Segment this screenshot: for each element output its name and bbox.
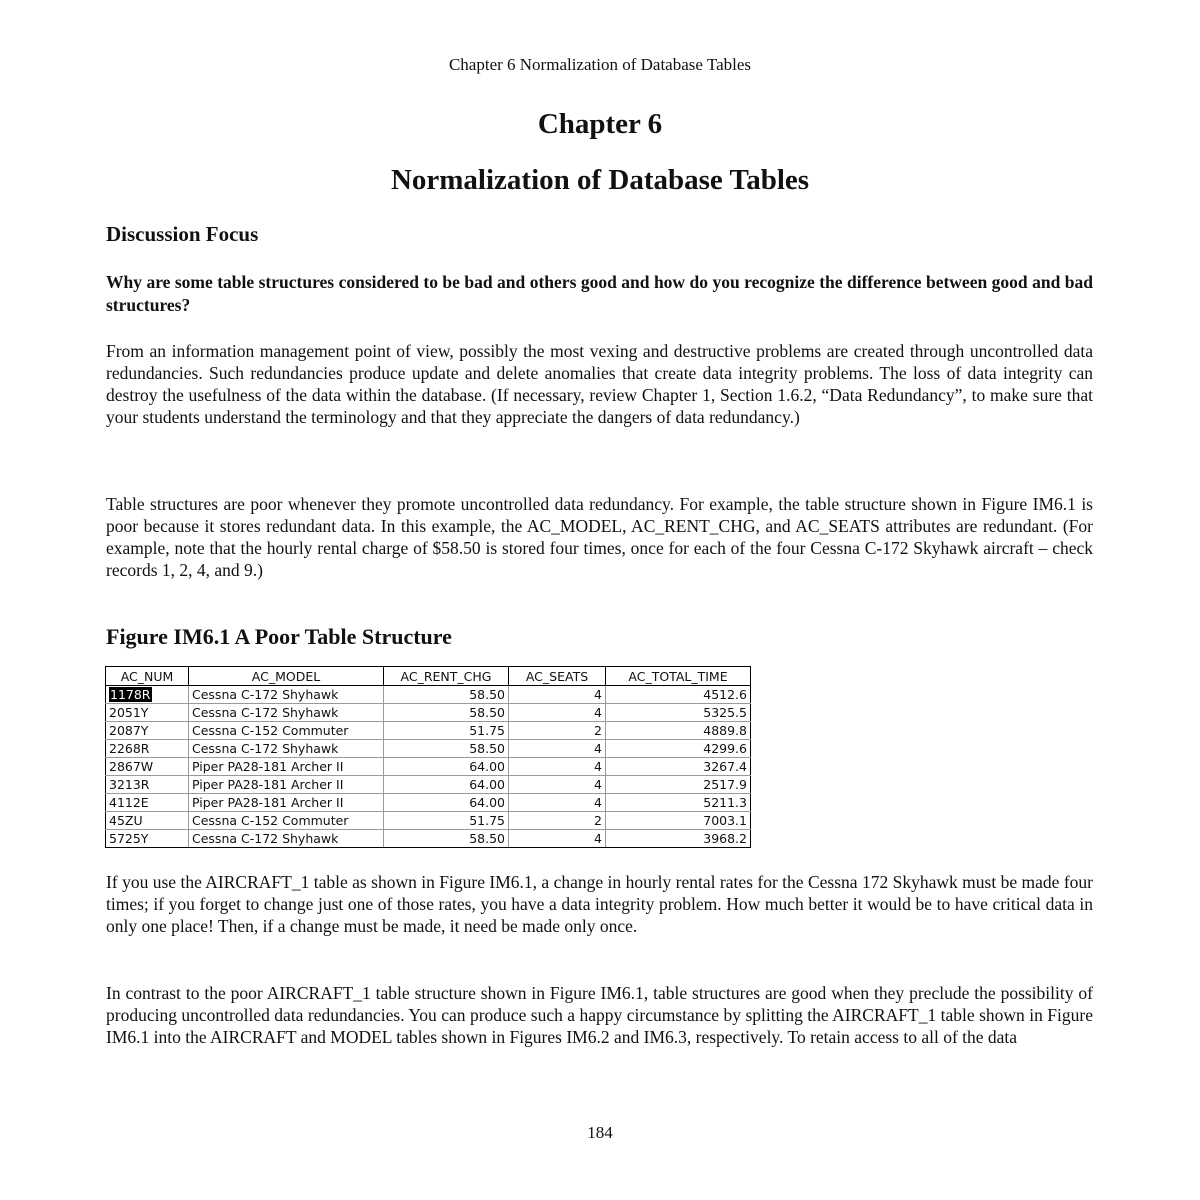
table-row — [106, 794, 751, 812]
cell-ac-total-time: 5211.3 — [606, 794, 751, 812]
cell-ac-num: 2051Y — [106, 704, 189, 722]
cell-ac-model: Cessna C-172 Shyhawk — [189, 686, 384, 704]
paragraph: From an information management point of view, possibly the most vexing and destructive problems are created through uncontrolled data redundancies. Such redundancies produce update and delete anomalies that create data integrity problems. The loss of data integrity can destroy the usefulness of the data within the database. (If necessary, review Chapter 1, Section 1.6.2, “Data Redundancy”, to make sure that your students understand the terminology and that they appreciate the dangers of data redundancy.) — [106, 341, 1093, 427]
cell-ac-seats: 2 — [509, 812, 606, 830]
cell-ac-total-time: 3968.2 — [606, 830, 751, 848]
paragraph: In contrast to the poor AIRCRAFT_1 table structure shown in Figure IM6.1, table structures are good when they preclude the possibility of producing uncontrolled data redundancies. You can produce such a happy circumstance by splitting the AIRCRAFT_1 table shown in Figure IM6.1 into the AIRCRAFT and MODEL tables shown in Figures IM6.2 and IM6.3, respectively. To retain access to all of the data — [106, 983, 1093, 1047]
paragraph: If you use the AIRCRAFT_1 table as shown in Figure IM6.1, a change in hourly rental rates for the Cessna 172 Skyhawk must be made four times; if you forget to change just one of those rates, you have a data integrity problem. How much better it would be to have critical data in only one place! Then, if a change must be made, it need be made only once. — [106, 872, 1093, 936]
cell-ac-seats: 4 — [509, 686, 606, 704]
cell-ac-model: Piper PA28-181 Archer II — [189, 776, 384, 794]
cell-ac-total-time: 4299.6 — [606, 740, 751, 758]
table-row — [106, 740, 751, 758]
cell-ac-total-time: 2517.9 — [606, 776, 751, 794]
cell-ac-total-time: 7003.1 — [606, 812, 751, 830]
cell-ac-num: 4112E — [106, 794, 189, 812]
table-row — [106, 758, 751, 776]
cell-ac-total-time: 5325.5 — [606, 704, 751, 722]
page-number: 184 — [587, 1123, 613, 1142]
cell-ac-seats: 4 — [509, 704, 606, 722]
table-row — [106, 830, 751, 848]
cell-ac-rent-chg: 51.75 — [384, 812, 509, 830]
column-header: AC_NUM — [106, 667, 189, 686]
cell-ac-rent-chg: 64.00 — [384, 794, 509, 812]
aircraft-table — [105, 666, 751, 848]
cell-ac-num: 2268R — [106, 740, 189, 758]
cell-ac-num: 2867W — [106, 758, 189, 776]
column-header: AC_MODEL — [189, 667, 384, 686]
cell-ac-num: 2087Y — [106, 722, 189, 740]
column-header: AC_SEATS — [509, 667, 606, 686]
table-row — [106, 812, 751, 830]
cell-ac-rent-chg: 58.50 — [384, 830, 509, 848]
cell-ac-model: Cessna C-172 Shyhawk — [189, 830, 384, 848]
cell-ac-seats: 4 — [509, 830, 606, 848]
chapter-subtitle: Normalization of Database Tables — [390, 164, 810, 196]
cell-ac-total-time: 3267.4 — [606, 758, 751, 776]
cell-ac-model: Cessna C-172 Shyhawk — [189, 704, 384, 722]
cell-ac-model: Cessna C-172 Shyhawk — [189, 740, 384, 758]
cell-ac-seats: 2 — [509, 722, 606, 740]
cell-ac-rent-chg: 58.50 — [384, 740, 509, 758]
table-row — [106, 722, 751, 740]
cell-ac-model: Piper PA28-181 Archer II — [189, 794, 384, 812]
cell-ac-seats: 4 — [509, 794, 606, 812]
cell-ac-rent-chg: 64.00 — [384, 776, 509, 794]
table-row — [106, 776, 751, 794]
cell-ac-seats: 4 — [509, 740, 606, 758]
cell-ac-rent-chg: 64.00 — [384, 758, 509, 776]
cell-ac-model: Cessna C-152 Commuter — [189, 812, 384, 830]
column-header: AC_RENT_CHG — [384, 667, 509, 686]
cell-ac-total-time: 4889.8 — [606, 722, 751, 740]
section-heading: Discussion Focus — [106, 222, 259, 246]
cell-ac-rent-chg: 51.75 — [384, 722, 509, 740]
cell-ac-seats: 4 — [509, 758, 606, 776]
table-row — [106, 686, 751, 704]
column-header: AC_TOTAL_TIME — [606, 667, 751, 686]
cell-ac-num: 3213R — [106, 776, 189, 794]
cell-ac-rent-chg: 58.50 — [384, 704, 509, 722]
cell-ac-num[interactable] — [106, 686, 189, 704]
cell-ac-total-time: 4512.6 — [606, 686, 751, 704]
cell-ac-model: Piper PA28-181 Archer II — [189, 758, 384, 776]
paragraph: Table structures are poor whenever they promote uncontrolled data redundancy. For example, the table structure shown in Figure IM6.1 is poor because it stores redundant data. In this example, the AC_MODEL, AC_RENT_CHG, and AC_SEATS attributes are redundant. (For example, note that the hourly rental charge of $58.50 is stored four times, once for each of the four Cessna C-172 Skyhawk aircraft – check records 1, 2, 4, and 9.) — [106, 494, 1093, 580]
figure-caption: Figure IM6.1 A Poor Table Structure — [106, 624, 452, 649]
cell-ac-num: 45ZU — [106, 812, 189, 830]
selected-cell-value: 1178R — [110, 687, 151, 702]
cell-ac-seats: 4 — [509, 776, 606, 794]
cell-ac-rent-chg: 58.50 — [384, 686, 509, 704]
cell-ac-num: 5725Y — [106, 830, 189, 848]
discussion-question: Why are some table structures considered to be bad and others good and how do you recognize the difference between good and bad structures? — [106, 272, 1093, 315]
table-row — [106, 704, 751, 722]
table-header-row — [106, 667, 751, 686]
cell-ac-model: Cessna C-152 Commuter — [189, 722, 384, 740]
running-head: Chapter 6 Normalization of Database Tables — [448, 55, 752, 74]
chapter-title: Chapter 6 — [537, 108, 663, 140]
